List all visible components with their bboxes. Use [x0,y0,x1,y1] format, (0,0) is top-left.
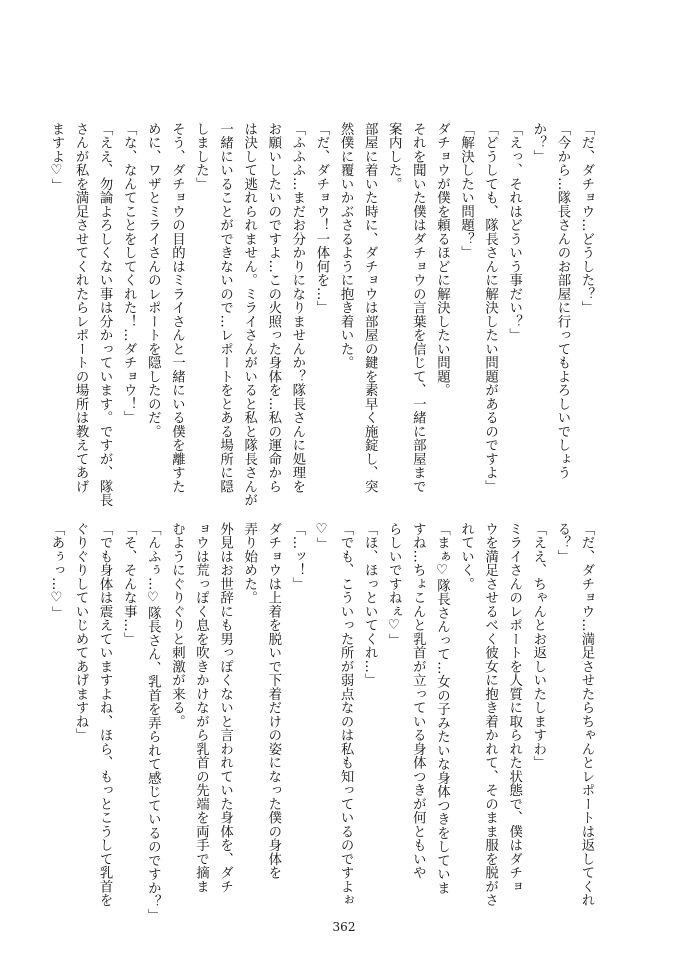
text-line: 外見はお世辞にも男っぽくないと言われていた身体を、ダチ [217,522,233,894]
text-line: すね…ちょこんと乳首が立っている身体つきが何ともいや [410,522,426,880]
text-line: か？」 [530,122,546,164]
text-line: 案内した。 [386,122,402,191]
text-line: しました」 [193,122,209,191]
text-line: ♡」 [313,522,329,552]
text-line: 「…ッ！」 [289,522,305,591]
text-line: ダチョウは上着を脱いで下着だけの姿になった僕の身体を [265,522,281,880]
text-line: ますよ♡」 [48,122,64,193]
text-line: ミライさんのレポートを人質に取られた状態で、僕はダチョ [506,522,522,894]
text-line: 「だ、ダチョウ！一体何を…」 [313,122,329,315]
text-line: 部屋に着いた時に、ダチョウは部屋の鍵を素早く施錠し、突 [362,122,378,494]
text-line: らしいですねぇ♡」 [386,522,402,648]
text-line: は決して逃れられません。ミライさんがいると私と隊長さんが [241,122,257,507]
text-line: さんが私を満足させてくれたらレポートの場所は教えてあげ [73,122,89,494]
text-line: 「そ、そんな事…」 [121,522,137,646]
text-line: 「あぅっ…♡」 [48,522,64,620]
text-line: 「えっ、それはどういう事だい？」 [506,122,522,342]
text-line: 然僕に覆いかぶさるように抱き着いた。 [338,122,354,370]
text-line: 「ほ、ほっといてくれ…」 [362,522,378,687]
text-line: ョウは荒っぽく息を吹きかけながら乳首の先端を両手で摘ま [193,522,209,894]
text-line: むようにぐりぐりと刺激が来る。 [169,522,185,729]
text-line: お願いしたいのですよ…この火照った身体を…私の運命から [265,122,281,494]
text-line: それを聞いた僕はダチョウの言葉を信じて、一緒に部屋まで [410,122,426,494]
text-line: 「どうしても、隊長さんに解決したい問題があるのですよ」 [482,122,498,494]
page-number: 362 [332,920,356,934]
text-line: ウを満足させるべく彼女に抱き着かれて、そのまま服を脱がさ [482,522,498,907]
text-line: れていく。 [458,522,474,591]
text-line: 「今から…隊長さんのお部屋に行ってもよろしいでしょう [554,122,570,480]
text-line: 「ええ、勿論よろしくない事は分かっています。ですが、隊長 [97,122,113,507]
text-line: 一緒にいることができないので…レポートをとある場所に隠 [217,122,233,494]
text-line: 弄り始めた。 [241,522,257,605]
text-line: 「ふふふ…まだお分かりになりませんか？隊長さんに処理を [289,122,305,494]
text-line: ダチョウが僕を頼るほどに解決したい問題。 [434,122,450,397]
text-block-top [48,122,598,524]
text-line: 「だ、ダチョウ…満足させたらちゃんとレポートは返してくれ [579,522,594,907]
text-line: 「だ、ダチョウ…どうした？」 [579,122,594,315]
text-line: 「まぁ♡隊長さんって…女の子みたいな身体つきをしていま [434,522,450,895]
text-line: 「ええ、ちゃんとお返しいたしますわ」 [530,522,546,770]
text-block-bottom [48,522,598,923]
text-line: 「解決したい問題？」 [458,122,474,260]
text-line: 「んふぅ…♡隊長さん、乳首を弄られて感じているのですか？」 [145,522,161,923]
text-line: る？」 [554,522,570,564]
text-line: めに、ワザとミライさんのレポートを隠したのだ。 [145,122,161,439]
text-line: 「な、なんてことをしてくれた！…ダチョウ！」 [121,122,137,425]
text-line: 「でも、こういった所が弱点なのは私も知っているのですよぉ [338,522,354,907]
text-line: ぐりぐりしていじめてあげますね」 [73,522,89,742]
text-line: そう、ダチョウの目的はミライさんと一緒にいる僕を離すた [169,122,185,494]
text-line: 「でも身体は震えていますよね、ほら、もっとこうして乳首を [97,522,113,907]
